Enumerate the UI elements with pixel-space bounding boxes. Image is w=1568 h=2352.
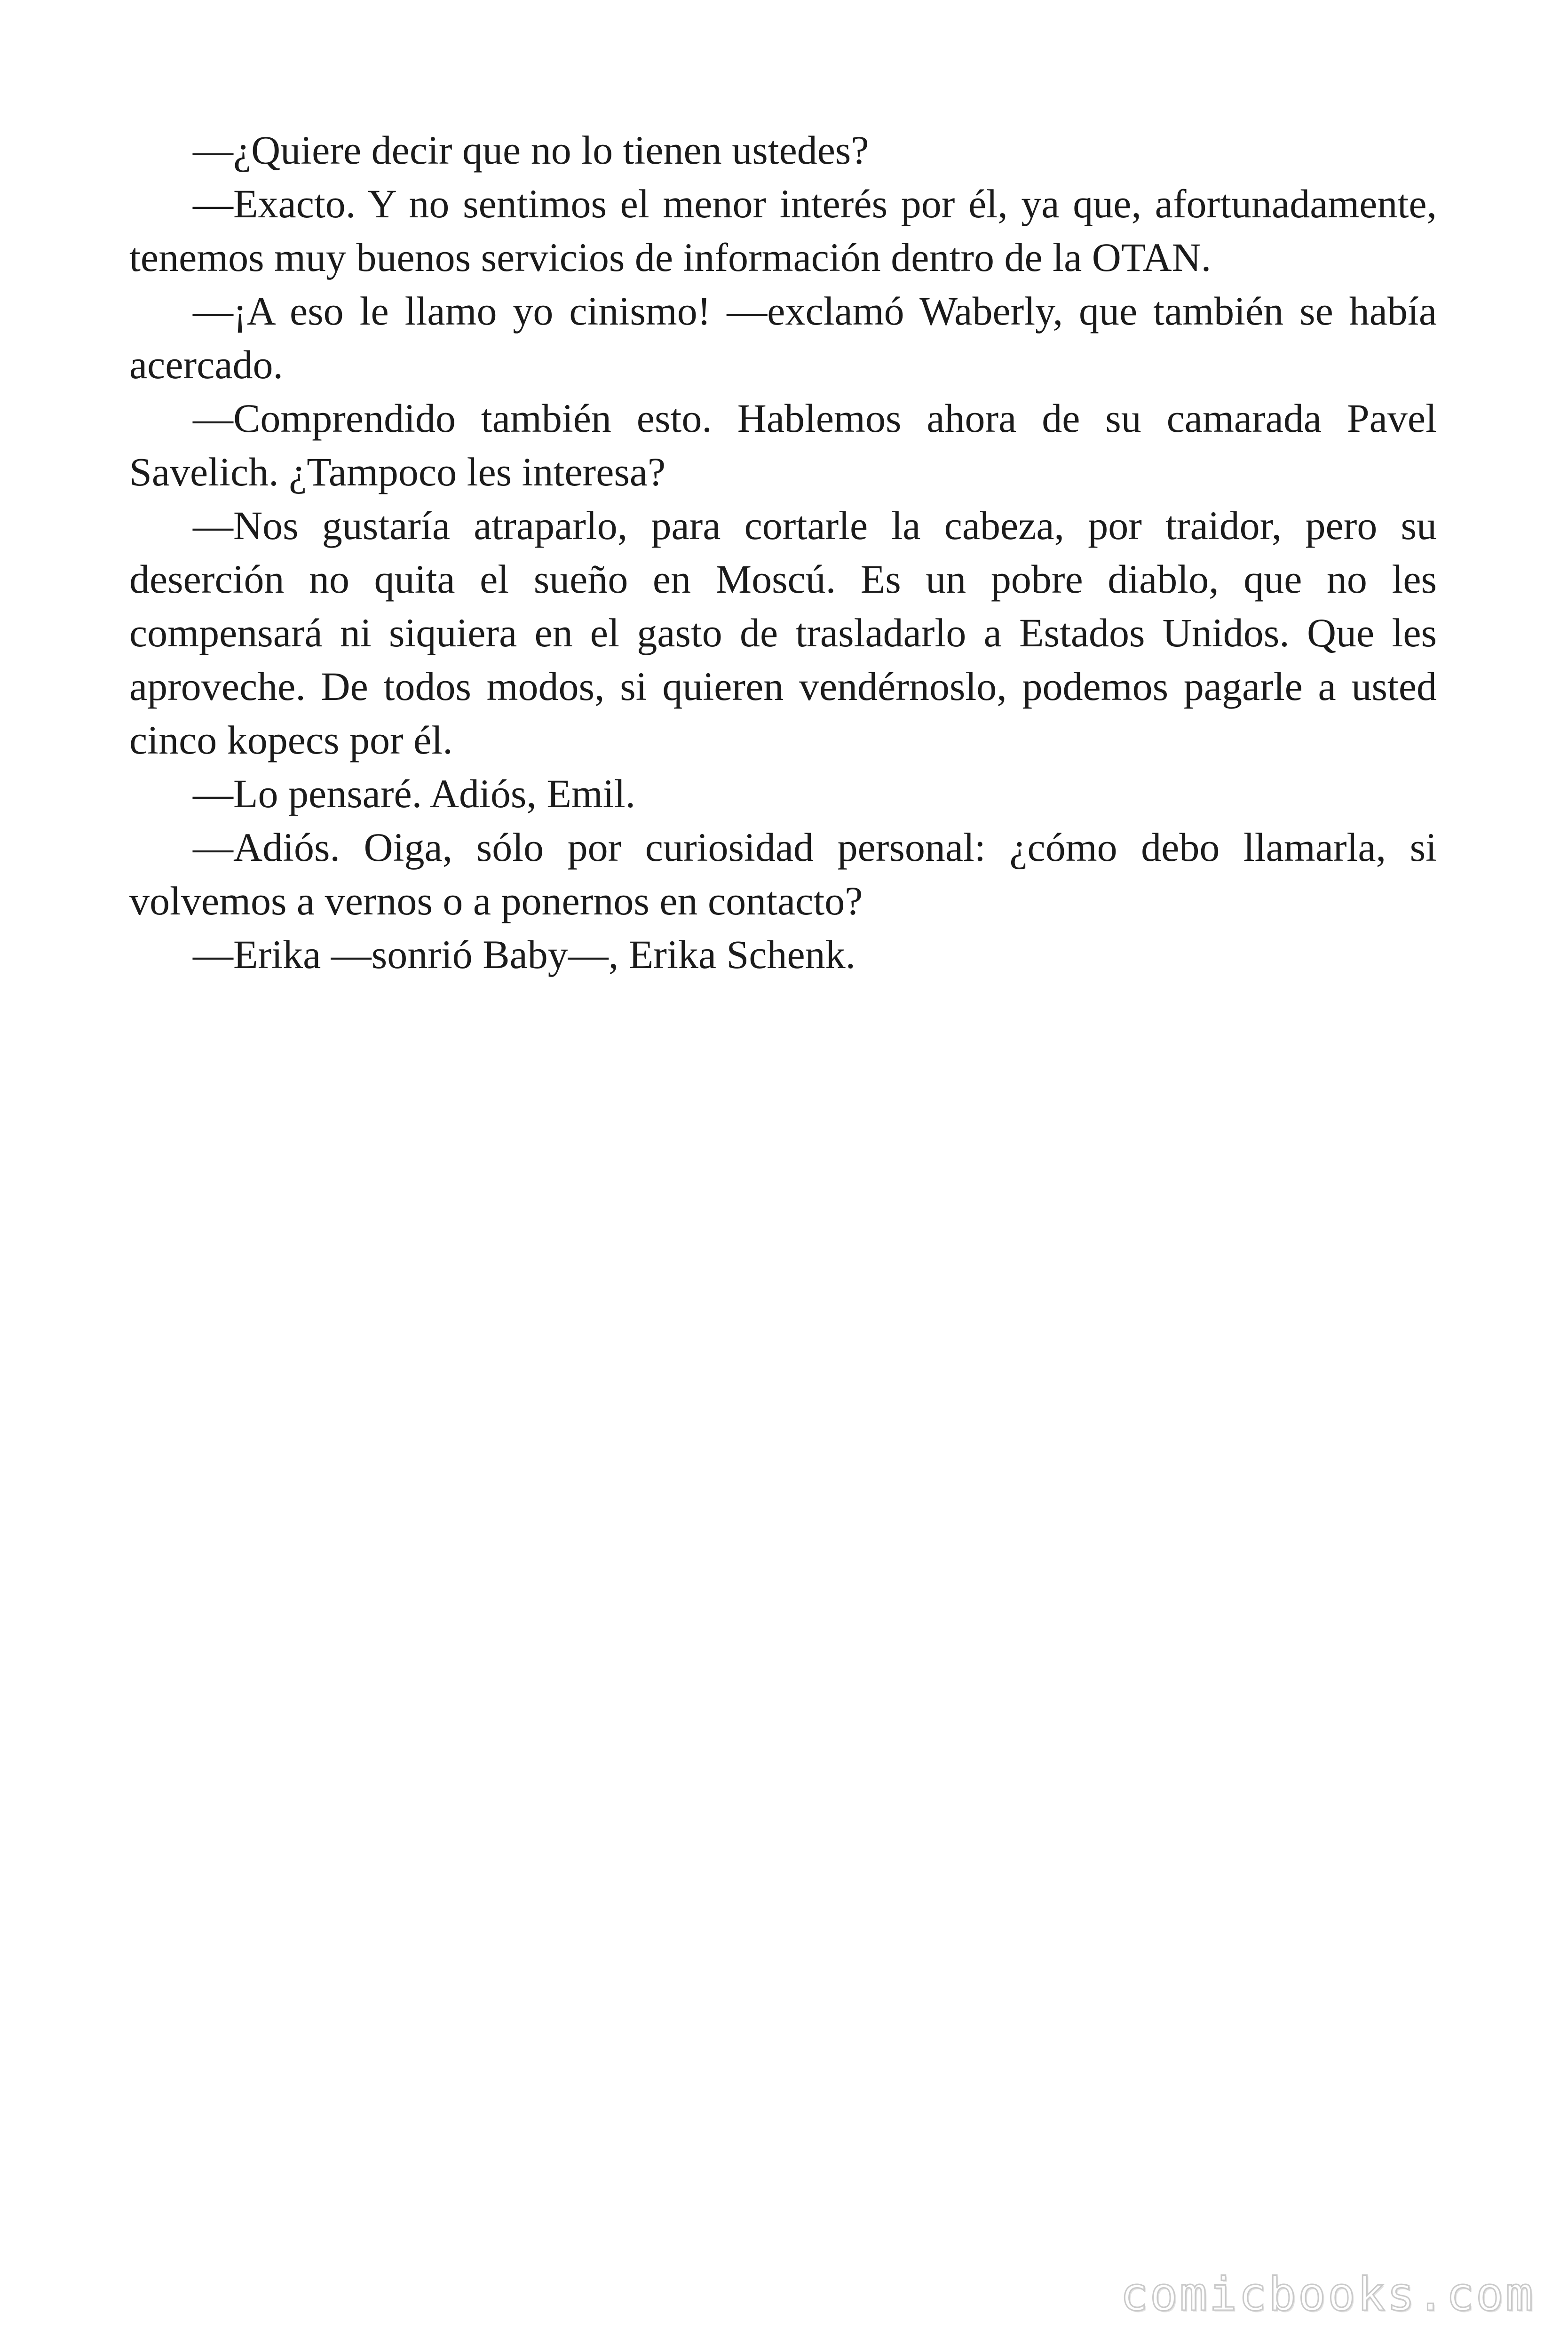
paragraph: —Comprendido también esto. Hablemos ahora de su camarada Pavel Savelich. ¿Tampoco les interesa? — [129, 396, 1437, 494]
paragraph: —Adiós. Oiga, sólo por curiosidad personal: ¿cómo debo llamarla, si volvemos a vernos o a ponernos en contacto? — [129, 825, 1437, 923]
paragraph: —Exacto. Y no sentimos el menor interés por él, ya que, afortunadamente, tenemos muy buenos servicios de información dentro de la OTAN. — [129, 181, 1437, 280]
body-text — [129, 123, 1437, 981]
watermark: comicbooks.com — [1120, 2268, 1535, 2321]
paragraph: —Lo pensaré. Adiós, Emil. — [193, 771, 636, 816]
paragraph: —Nos gustaría atraparlo, para cortarle la cabeza, por traidor, pero su deserción no quita el sueño en Moscú. Es un pobre diablo, que no les compensará ni siquiera en el gasto de trasladarlo a Estados Unidos. Que les aproveche. De todos modos, si quieren vendérnoslo, podemos pagarle a usted cinco kopecs por él. — [129, 503, 1437, 763]
paragraph: —Erika —sonrió Baby—, Erika Schenk. — [193, 932, 856, 977]
paragraph: —¡A eso le llamo yo cinismo! —exclamó Waberly, que también se había acercado. — [129, 288, 1437, 387]
paragraph: —¿Quiere decir que no lo tienen ustedes? — [193, 127, 869, 173]
